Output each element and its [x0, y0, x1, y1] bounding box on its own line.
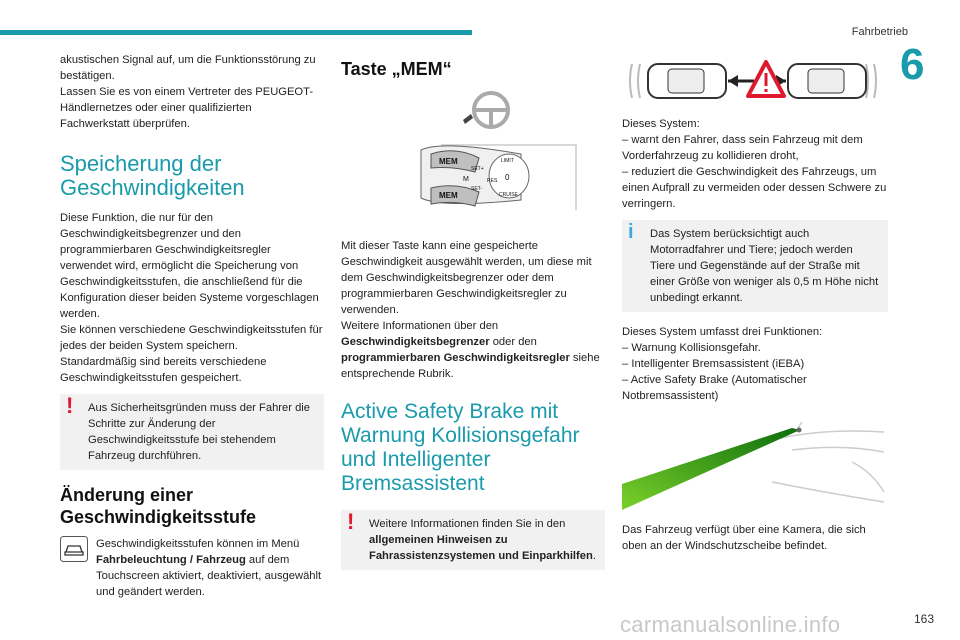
more-info-limiter: Geschwindigkeitsbegrenzer — [341, 336, 490, 348]
info-text: Das System berücksichtigt auch Motorradfahrer und Tiere; jedoch werden Tiere und Gegenstände auf der Straße mit einer Größe von weniger als 0,5 m Höhe nicht unbedingt erkannt. — [650, 228, 879, 304]
speed-memory-p2: Sie können verschiedene Geschwindigkeitsstufen für jedes der beiden System speichern. — [60, 324, 323, 352]
stalk-label-mode: M — [463, 176, 469, 183]
heading-active-safety-brake: Active Safety Brake mit Warnung Kollisionsgefahr und Intelligenter Bremsassistent — [341, 400, 580, 495]
warning2-bold: allgemeinen Hinweisen zu Fahrassistenzsystemen und Einparkhilfen — [369, 534, 593, 562]
top-accent-bar — [0, 30, 472, 35]
intro-line-1: akustischen Signal auf, um die Funktionsstörung zu bestätigen. — [60, 54, 316, 82]
more-info-post: siehe entsprechende Rubrik. — [341, 352, 600, 380]
info-box-detection — [622, 220, 888, 312]
change-paragraph — [60, 536, 324, 600]
page-number: 163 — [914, 612, 935, 626]
heading-mem-button: Taste „MEM“ — [341, 59, 452, 79]
warning-exclamation-icon: ! — [347, 509, 355, 534]
function-item-3: – Active Safety Brake (Automatischer Notbremsassistent) — [622, 374, 807, 402]
chapter-number: 6 — [900, 40, 925, 89]
warning-text: Aus Sicherheitsgründen muss der Fahrer die Schritte zur Änderung der Geschwindigkeitsstufe bei stehendem Fahrzeug durchführen. — [88, 402, 310, 462]
warning-box-info — [341, 510, 605, 570]
info-icon: i — [628, 221, 634, 243]
stalk-label-mem-bottom: MEM — [439, 191, 458, 200]
functions-intro: Dieses System umfasst drei Funktionen: — [622, 326, 823, 338]
section-title: Fahrbetrieb — [851, 26, 908, 38]
more-info-pre: Weitere Informationen über den — [341, 320, 499, 332]
mem-more-info — [341, 318, 605, 382]
change-text-menu: Fahrbeleuchtung / Fahrzeug — [96, 554, 246, 566]
speed-memory-p1: Diese Funktion, die nur für den Geschwindigkeitsbegrenzer und den programmierbaren Geschwindigkeitsregler verwendet wird, ermöglicht die Speicherung von Geschwindigkeitsstufen, die anschließend für die Konfiguration dieser beiden Systeme vorgeschlagen werden. — [60, 212, 319, 320]
heading-change-speed: Änderung einer Geschwindigkeitsstufe — [60, 485, 257, 527]
mem-paragraph: Mit dieser Taste kann eine gespeicherte Geschwindigkeit ausgewählt werden, um diese mit dem Geschwindigkeitsbegrenzer oder dem programmierbaren Geschwindigkeitsregler zu verwenden. — [341, 240, 592, 316]
warning2-post: . — [592, 550, 596, 562]
system-item-1: – warnt den Fahrer, dass sein Fahrzeug mit dem Vorderfahrzeug zu kollidieren droht, — [622, 134, 863, 162]
column-1 — [60, 52, 324, 600]
change-text-pre: Geschwindigkeitsstufen können im Menü — [96, 538, 300, 550]
stalk-label-set-plus: SET+ — [471, 166, 484, 172]
camera-paragraph: Das Fahrzeug verfügt über eine Kamera, die sich oben an der Windschutzscheibe befindet. — [622, 524, 866, 552]
system-item-2: – reduziert die Geschwindigkeit des Fahrzeugs, um einen Aufprall zu vermeiden oder dessen Schwere zu verringern. — [622, 166, 887, 210]
more-info-cruise: programmierbaren Geschwindigkeitsregler — [341, 352, 570, 364]
car-settings-icon — [60, 536, 88, 562]
function-item-1: – Warnung Kollisionsgefahr. — [622, 342, 761, 354]
intro-line-2: Lassen Sie es von einem Vertreter des PEUGEOT-Händlernetzes oder einer qualifizierten Fachwerkstatt überprüfen. — [60, 86, 314, 130]
speed-memory-p3: Standardmäßig sind bereits verschiedene Geschwindigkeitsstufen gespeichert. — [60, 356, 267, 384]
warning2-pre: Weitere Informationen finden Sie in den — [369, 518, 566, 530]
system-intro: Dieses System: — [622, 118, 700, 130]
column-3 — [622, 52, 888, 554]
heading-speed-memory: Speicherung der Geschwindigkeiten — [60, 151, 245, 200]
stalk-label-set-minus: SET- — [471, 186, 483, 192]
windshield-camera-illustration — [622, 422, 886, 512]
stalk-label-limit: LIMIT — [501, 158, 514, 164]
stalk-label-zero: 0 — [505, 173, 510, 182]
stalk-label-res: RES — [487, 178, 498, 184]
collision-warning-illustration — [628, 56, 878, 106]
warning-box-safety — [60, 394, 324, 470]
stalk-label-mem-top: MEM — [439, 157, 458, 166]
stalk-label-cruise: CRUISE — [499, 192, 518, 198]
column-2 — [341, 52, 605, 570]
function-item-2: – Intelligenter Bremsassistent (iEBA) — [622, 358, 805, 370]
watermark: carmanualsonline.info — [620, 612, 841, 637]
warning-exclamation-icon: ! — [66, 393, 74, 418]
steering-wheel-stalk-illustration — [401, 90, 601, 220]
change-text-post: auf dem Touchscreen aktiviert, deaktiviert, ausgewählt und geändert werden. — [96, 554, 322, 598]
more-info-mid: oder den — [489, 336, 537, 348]
